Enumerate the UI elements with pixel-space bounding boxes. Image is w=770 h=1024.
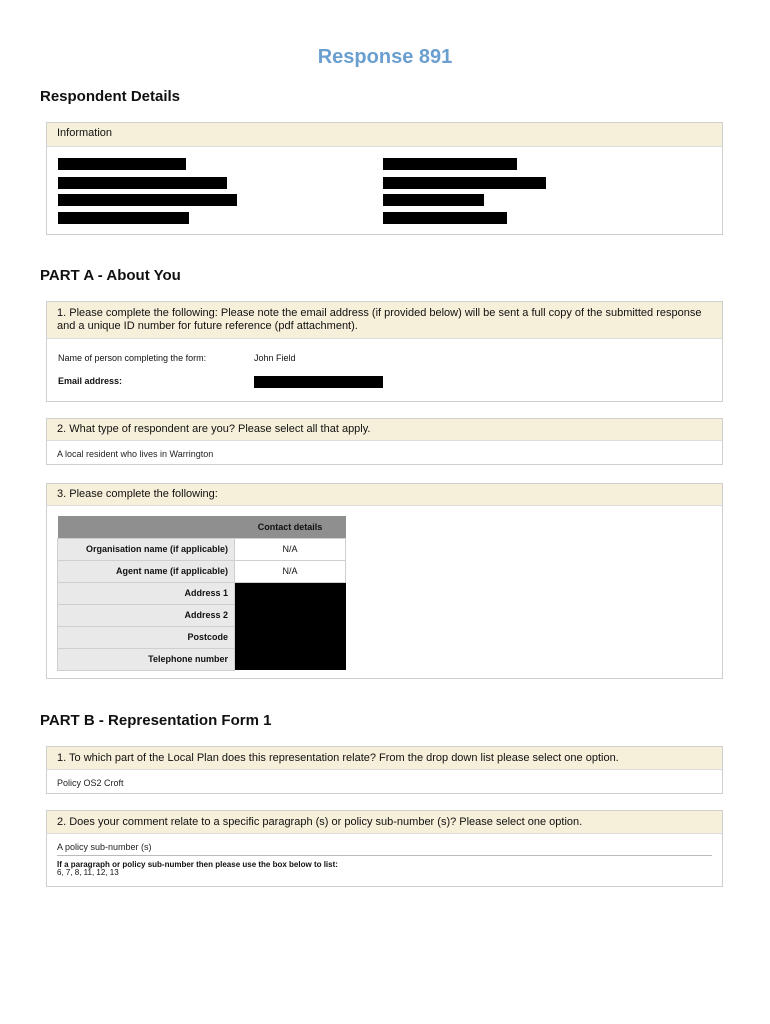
question-text: 2. What type of respondent are you? Please select all that apply. bbox=[47, 419, 722, 441]
redacted-block bbox=[58, 177, 227, 189]
part-b-question-2 bbox=[46, 810, 723, 887]
table-row bbox=[58, 560, 346, 582]
list-value: 6, 7, 8, 11, 12, 13 bbox=[57, 868, 119, 877]
row-value: N/A bbox=[235, 538, 346, 560]
part-a-question-1 bbox=[46, 301, 723, 402]
question-text: 2. Does your comment relate to a specific paragraph (s) or policy sub-number (s)? Please select one option. bbox=[47, 811, 722, 834]
redacted-block bbox=[383, 158, 517, 170]
table-row bbox=[58, 582, 346, 604]
part-b-heading: PART B - Representation Form 1 bbox=[40, 712, 272, 729]
redacted-cell bbox=[235, 604, 346, 626]
part-a-heading: PART A - About You bbox=[40, 267, 181, 284]
row-label: Address 1 bbox=[58, 582, 235, 604]
table-row bbox=[58, 538, 346, 560]
table-header-row bbox=[58, 516, 346, 538]
redacted-block bbox=[58, 212, 189, 224]
table-row bbox=[58, 604, 346, 626]
list-label: If a paragraph or policy sub-number then please use the box below to list: bbox=[57, 860, 338, 869]
row-label: Telephone number bbox=[58, 648, 235, 670]
redacted-cell bbox=[235, 582, 346, 604]
answer-text: A policy sub-number (s) bbox=[57, 842, 152, 852]
redacted-block bbox=[383, 212, 507, 224]
redacted-block bbox=[383, 177, 546, 189]
page-title: Response 891 bbox=[317, 46, 453, 68]
information-box-title: Information bbox=[47, 123, 722, 147]
part-a-question-2 bbox=[46, 418, 723, 465]
name-label: Name of person completing the form: bbox=[58, 353, 207, 363]
redacted-email bbox=[254, 376, 383, 388]
row-label: Organisation name (if applicable) bbox=[58, 538, 235, 560]
information-box bbox=[46, 122, 723, 235]
question-text: 3. Please complete the following: bbox=[47, 484, 722, 506]
divider bbox=[57, 855, 712, 856]
answer-text: A local resident who lives in Warrington bbox=[57, 449, 214, 459]
row-label: Postcode bbox=[58, 626, 235, 648]
respondent-details-heading: Respondent Details bbox=[40, 88, 181, 105]
row-value: N/A bbox=[235, 560, 346, 582]
table-header-empty bbox=[58, 516, 235, 538]
redacted-block bbox=[383, 194, 484, 206]
table-row bbox=[58, 626, 346, 648]
redacted-cell bbox=[235, 626, 346, 648]
question-text: 1. Please complete the following: Please note the email address (if provided below) will be sent a full copy of the submitted response and a unique ID number for future reference (pdf attachment). bbox=[47, 302, 722, 339]
row-label: Agent name (if applicable) bbox=[58, 560, 235, 582]
redacted-cell bbox=[235, 648, 346, 670]
row-label: Address 2 bbox=[58, 604, 235, 626]
part-b-question-1 bbox=[46, 746, 723, 794]
question-text: 1. To which part of the Local Plan does this representation relate? From the drop down list please select one option. bbox=[47, 747, 722, 770]
redacted-block bbox=[58, 158, 186, 170]
part-a-question-3 bbox=[46, 483, 723, 679]
contact-details-table bbox=[57, 516, 346, 671]
table-header-contact-details: Contact details bbox=[235, 516, 346, 538]
table-row bbox=[58, 648, 346, 670]
redacted-block bbox=[58, 194, 237, 206]
email-label: Email address: bbox=[58, 376, 123, 386]
name-value: John Field bbox=[254, 353, 296, 363]
answer-text: Policy OS2 Croft bbox=[57, 778, 124, 788]
